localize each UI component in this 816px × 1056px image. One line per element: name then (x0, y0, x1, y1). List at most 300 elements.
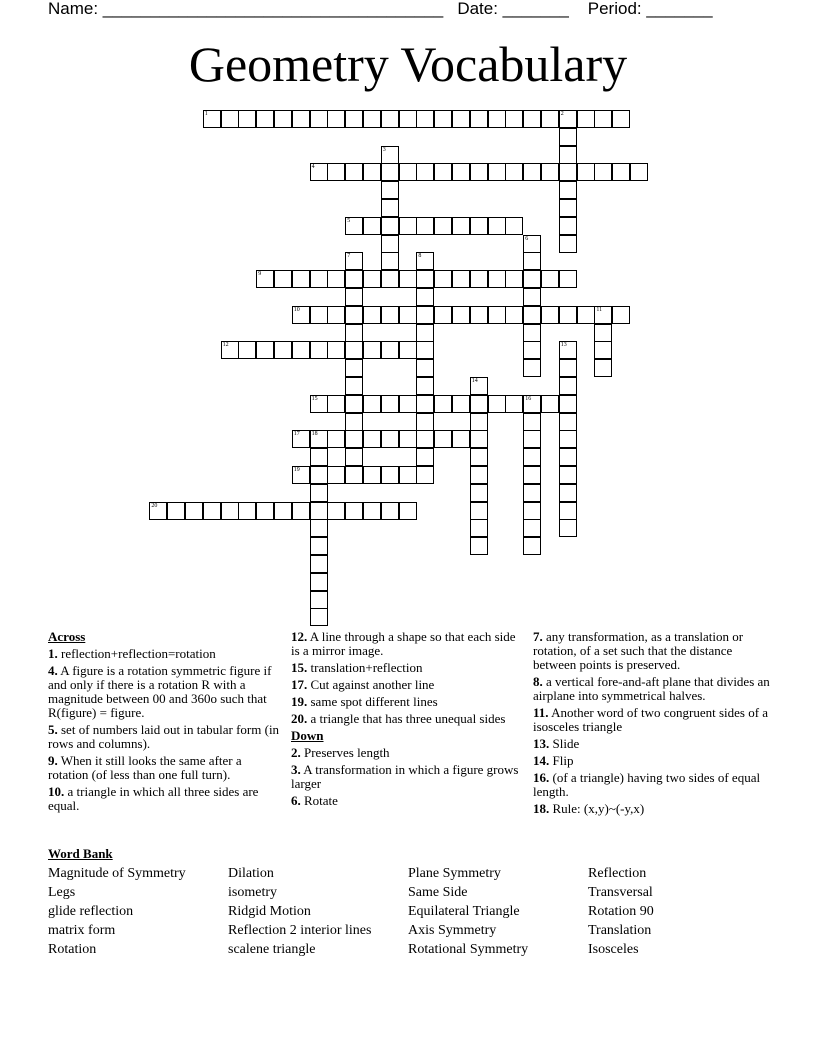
word-bank-entry: Transversal (588, 885, 653, 900)
crossword-cell[interactable] (470, 395, 488, 413)
clue-item (533, 706, 773, 734)
crossword-cell[interactable] (221, 502, 239, 520)
word-bank-title: Word Bank (48, 846, 113, 861)
clue-number-label: 11. (533, 705, 549, 720)
clue-number-label: 18. (533, 801, 550, 816)
clue-item (291, 678, 523, 692)
crossword-cell[interactable] (327, 502, 345, 520)
crossword-cell[interactable] (559, 306, 577, 324)
crossword-cell[interactable] (434, 430, 452, 448)
crossword-cell[interactable] (292, 110, 310, 128)
crossword-cell[interactable] (452, 163, 470, 181)
crossword-cell[interactable] (363, 341, 381, 359)
crossword-cell[interactable] (523, 430, 541, 448)
crossword-cell[interactable] (416, 252, 434, 270)
crossword-cell[interactable] (381, 146, 399, 164)
crossword-cell[interactable] (470, 519, 488, 537)
crossword-cell[interactable] (274, 110, 292, 128)
clue-text: set of numbers laid out in tabular form (in rows and columns). (48, 722, 280, 751)
crossword-cell[interactable] (256, 341, 274, 359)
crossword-cell[interactable] (416, 430, 434, 448)
clues-column-1 (48, 630, 280, 816)
crossword-cell[interactable] (345, 324, 363, 342)
crossword-cell[interactable] (416, 341, 434, 359)
crossword-cell[interactable] (345, 288, 363, 306)
crossword-cell[interactable] (488, 306, 506, 324)
crossword-cell[interactable] (523, 110, 541, 128)
crossword-cell[interactable] (292, 341, 310, 359)
crossword-cell[interactable] (559, 128, 577, 146)
word-bank-entry: Plane Symmetry (408, 866, 501, 881)
clue-number-label: 15. (291, 660, 308, 675)
crossword-cell[interactable] (399, 110, 417, 128)
crossword-cell[interactable] (238, 502, 256, 520)
crossword-cell[interactable] (559, 466, 577, 484)
crossword-cell[interactable] (523, 306, 541, 324)
clue-item (48, 785, 280, 813)
crossword-cell[interactable] (310, 163, 328, 181)
crossword-cell[interactable] (310, 537, 328, 555)
clue-number: 12 (222, 342, 229, 349)
clue-text: Flip (549, 753, 574, 768)
crossword-cell[interactable] (523, 413, 541, 431)
crossword-cell[interactable] (541, 163, 559, 181)
crossword-cell[interactable] (470, 466, 488, 484)
crossword-cell[interactable] (363, 163, 381, 181)
crossword-cell[interactable] (185, 502, 203, 520)
crossword-cell[interactable] (149, 502, 167, 520)
clue-item (48, 723, 280, 751)
crossword-cell[interactable] (594, 306, 612, 324)
crossword-cell[interactable] (612, 163, 630, 181)
crossword-cell[interactable] (381, 235, 399, 253)
clue-number: 20 (151, 502, 158, 509)
crossword-cell[interactable] (470, 484, 488, 502)
crossword-cell[interactable] (381, 502, 399, 520)
crossword-cell[interactable] (416, 413, 434, 431)
clue-number: 2 (560, 111, 564, 117)
crossword-cell[interactable] (399, 217, 417, 235)
word-bank-entry: Equilateral Triangle (408, 904, 520, 919)
crossword-cell[interactable] (345, 359, 363, 377)
crossword-cell[interactable] (363, 270, 381, 288)
crossword-cell[interactable] (452, 217, 470, 235)
crossword-cell[interactable] (381, 270, 399, 288)
crossword-cell[interactable] (399, 163, 417, 181)
crossword-cell[interactable] (505, 270, 523, 288)
crossword-cell[interactable] (292, 430, 310, 448)
crossword-cell[interactable] (292, 270, 310, 288)
crossword-cell[interactable] (327, 466, 345, 484)
clue-item (533, 802, 773, 816)
crossword-cell[interactable] (381, 430, 399, 448)
crossword-cell[interactable] (541, 306, 559, 324)
crossword-cell[interactable] (559, 110, 577, 128)
clue-number-label: 2. (291, 745, 301, 760)
crossword-cell[interactable] (345, 306, 363, 324)
across-heading: Across (48, 629, 86, 644)
crossword-cell[interactable] (559, 217, 577, 235)
crossword-cell[interactable] (559, 430, 577, 448)
crossword-cell[interactable] (274, 341, 292, 359)
word-bank-entry: Translation (588, 923, 652, 938)
crossword-cell[interactable] (416, 359, 434, 377)
crossword-cell[interactable] (363, 502, 381, 520)
crossword-cell[interactable] (310, 395, 328, 413)
crossword-cell[interactable] (523, 288, 541, 306)
crossword-cell[interactable] (470, 217, 488, 235)
clue-item (48, 754, 280, 782)
crossword-cell[interactable] (399, 306, 417, 324)
crossword-cell[interactable] (488, 110, 506, 128)
clue-number: 19 (293, 467, 300, 473)
clue-item (291, 712, 523, 726)
clue-number-label: 4. (48, 663, 58, 678)
crossword-cell[interactable] (310, 484, 328, 502)
crossword-cell[interactable] (452, 306, 470, 324)
clue-text: reflection+reflection=rotation (57, 646, 216, 661)
clue-number-label: 1. (48, 646, 58, 661)
crossword-cell[interactable] (399, 430, 417, 448)
crossword-cell[interactable] (470, 377, 488, 395)
student-info-line: Name: ____________________________________ Date: _______ Period: _______ (48, 0, 713, 18)
crossword-cell[interactable] (363, 395, 381, 413)
crossword-cell[interactable] (523, 359, 541, 377)
crossword-cell[interactable] (559, 270, 577, 288)
clue-item (291, 661, 523, 675)
crossword-cell[interactable] (488, 163, 506, 181)
clue-number: 10 (293, 306, 300, 313)
crossword-cell[interactable] (434, 110, 452, 128)
clue-number-label: 6. (291, 793, 301, 808)
crossword-cell[interactable] (381, 199, 399, 217)
crossword-cell[interactable] (310, 519, 328, 537)
crossword-cell[interactable] (559, 341, 577, 359)
crossword-cell[interactable] (345, 341, 363, 359)
crossword-cell[interactable] (559, 181, 577, 199)
clue-item (533, 737, 773, 751)
crossword-cell[interactable] (345, 502, 363, 520)
crossword-cell[interactable] (630, 163, 648, 181)
crossword-cell[interactable] (310, 555, 328, 573)
clue-item (533, 771, 773, 799)
clue-item (48, 664, 280, 720)
crossword-cell[interactable] (381, 217, 399, 235)
crossword-cell[interactable] (559, 413, 577, 431)
crossword-cell[interactable] (256, 110, 274, 128)
crossword-cell[interactable] (345, 252, 363, 270)
crossword-cell[interactable] (238, 110, 256, 128)
clue-item (48, 647, 280, 661)
crossword-cell[interactable] (541, 270, 559, 288)
crossword-cell[interactable] (327, 163, 345, 181)
clue-number: 6 (525, 235, 529, 242)
crossword-cell[interactable] (470, 413, 488, 431)
crossword-cell[interactable] (523, 519, 541, 537)
word-bank-entry: Rotational Symmetry (408, 942, 529, 957)
clue-item (533, 754, 773, 768)
crossword-cell[interactable] (381, 306, 399, 324)
crossword-cell[interactable] (345, 110, 363, 128)
crossword-cell[interactable] (381, 110, 399, 128)
clue-item (533, 630, 773, 672)
page-title: Geometry Vocabulary (188, 36, 628, 92)
word-bank-column-2 (228, 864, 371, 959)
crossword-cell[interactable] (292, 306, 310, 324)
crossword-cell[interactable] (434, 395, 452, 413)
crossword-cell[interactable] (505, 110, 523, 128)
crossword-cell[interactable] (221, 341, 239, 359)
crossword-cell[interactable] (381, 341, 399, 359)
crossword-cell[interactable] (488, 270, 506, 288)
clue-item (533, 675, 773, 703)
crossword-cell[interactable] (292, 466, 310, 484)
word-bank-entry: isometry (228, 885, 277, 900)
crossword-cell[interactable] (523, 270, 541, 288)
crossword-cell[interactable] (399, 395, 417, 413)
crossword-cell[interactable] (612, 306, 630, 324)
crossword-cell[interactable] (363, 217, 381, 235)
crossword-cell[interactable] (381, 252, 399, 270)
crossword-cell[interactable] (559, 395, 577, 413)
crossword-cell[interactable] (559, 235, 577, 253)
crossword-cell[interactable] (310, 270, 328, 288)
word-bank-column-4 (588, 864, 654, 959)
crossword-cell[interactable] (559, 199, 577, 217)
crossword-cell[interactable] (434, 217, 452, 235)
crossword-cell[interactable] (416, 377, 434, 395)
word-bank-entry: scalene triangle (228, 942, 316, 957)
crossword-cell[interactable] (452, 110, 470, 128)
crossword-cell[interactable] (327, 110, 345, 128)
crossword-cell[interactable] (470, 163, 488, 181)
clue-number-label: 19. (291, 694, 308, 709)
crossword-cell[interactable] (381, 466, 399, 484)
crossword-cell[interactable] (577, 306, 595, 324)
crossword-cell[interactable] (363, 430, 381, 448)
clue-text: a triangle that has three unequal sides (307, 711, 506, 726)
clue-number: 4 (311, 164, 315, 171)
crossword-cell[interactable] (470, 430, 488, 448)
clue-number-label: 7. (533, 629, 543, 644)
clue-number: 14 (471, 378, 478, 384)
crossword-cell[interactable] (559, 146, 577, 164)
crossword-cell[interactable] (470, 502, 488, 520)
crossword-cell[interactable] (363, 306, 381, 324)
clue-number-label: 10. (48, 784, 65, 799)
crossword-cell[interactable] (310, 110, 328, 128)
crossword-cell[interactable] (523, 484, 541, 502)
crossword-cell[interactable] (505, 217, 523, 235)
crossword-cell[interactable] (612, 110, 630, 128)
crossword-cell[interactable] (523, 448, 541, 466)
clue-text: A transformation in which a figure grows larger (291, 762, 519, 791)
clue-text: Rule: (x,y)~(-y,x) (549, 801, 645, 816)
crossword-cell[interactable] (523, 466, 541, 484)
crossword-cell[interactable] (345, 163, 363, 181)
crossword-cell[interactable] (523, 395, 541, 413)
clue-text: Cut against another line (307, 677, 435, 692)
crossword-cell[interactable] (470, 270, 488, 288)
crossword-cell[interactable] (399, 502, 417, 520)
word-bank-entry: Axis Symmetry (408, 923, 497, 938)
clue-text: Rotate (300, 793, 338, 808)
word-bank-entry: Same Side (408, 885, 468, 900)
crossword-cell[interactable] (594, 324, 612, 342)
crossword-cell[interactable] (470, 306, 488, 324)
crossword-cell[interactable] (327, 270, 345, 288)
crossword-cell[interactable] (416, 110, 434, 128)
crossword-cell[interactable] (523, 235, 541, 253)
crossword-cell[interactable] (452, 430, 470, 448)
crossword-cell[interactable] (167, 502, 185, 520)
crossword-cell[interactable] (523, 341, 541, 359)
clue-item (291, 746, 523, 760)
crossword-cell[interactable] (577, 110, 595, 128)
crossword-cell[interactable] (345, 270, 363, 288)
crossword-cell[interactable] (452, 395, 470, 413)
crossword-cell[interactable] (345, 413, 363, 431)
crossword-cell[interactable] (559, 519, 577, 537)
crossword-cell[interactable] (310, 573, 328, 591)
crossword-cell[interactable] (523, 537, 541, 555)
clue-number: 3 (382, 146, 386, 153)
crossword-cell[interactable] (345, 466, 363, 484)
crossword-cell[interactable] (488, 395, 506, 413)
crossword-cell[interactable] (416, 217, 434, 235)
clue-number-label: 16. (533, 770, 550, 785)
crossword-cell[interactable] (310, 430, 328, 448)
crossword-cell[interactable] (310, 341, 328, 359)
crossword-cell[interactable] (434, 306, 452, 324)
crossword-cell[interactable] (594, 341, 612, 359)
crossword-cell[interactable] (416, 466, 434, 484)
crossword-cell[interactable] (470, 537, 488, 555)
crossword-cell[interactable] (541, 395, 559, 413)
crossword-cell[interactable] (310, 608, 328, 626)
clue-number: 15 (311, 395, 318, 402)
crossword-cell[interactable] (310, 306, 328, 324)
crossword-cell[interactable] (310, 448, 328, 466)
clue-number: 16 (525, 395, 532, 402)
clue-text: translation+reflection (307, 660, 423, 675)
crossword-cell[interactable] (505, 306, 523, 324)
crossword-cell[interactable] (256, 270, 274, 288)
crossword-cell[interactable] (363, 466, 381, 484)
crossword-cell[interactable] (203, 502, 221, 520)
crossword-cell[interactable] (523, 502, 541, 520)
clue-text: Another word of two congruent sides of a isosceles triangle (533, 705, 769, 734)
crossword-cell[interactable] (505, 163, 523, 181)
crossword-cell[interactable] (594, 163, 612, 181)
crossword-cell[interactable] (523, 324, 541, 342)
down-heading: Down (291, 728, 324, 743)
crossword-cell[interactable] (238, 341, 256, 359)
crossword-cell[interactable] (416, 288, 434, 306)
crossword-cell[interactable] (274, 502, 292, 520)
crossword-cell[interactable] (559, 163, 577, 181)
clue-text: When it still looks the same after a rotation (of less than one full turn). (48, 753, 242, 782)
crossword-cell[interactable] (399, 341, 417, 359)
word-bank-entry: Rotation 90 (588, 904, 654, 919)
word-bank-column-1 (48, 864, 186, 959)
crossword-cell[interactable] (488, 217, 506, 235)
crossword-cell[interactable] (594, 110, 612, 128)
crossword-cell[interactable] (523, 252, 541, 270)
crossword-cell[interactable] (416, 306, 434, 324)
crossword-cell[interactable] (452, 270, 470, 288)
clue-text: A figure is a rotation symmetric figure if and only if there is a rotation R with a magnitude between 00 and 360o such that R(figure) = figure. (48, 663, 272, 720)
crossword-cell[interactable] (381, 395, 399, 413)
crossword-cell[interactable] (434, 270, 452, 288)
crossword-cell[interactable] (327, 430, 345, 448)
crossword-cell[interactable] (345, 448, 363, 466)
crossword-cell[interactable] (327, 341, 345, 359)
crossword-cell[interactable] (310, 502, 328, 520)
clues-column-2 (291, 630, 523, 811)
crossword-cell[interactable] (345, 377, 363, 395)
crossword-cell[interactable] (203, 110, 221, 128)
crossword-cell[interactable] (416, 270, 434, 288)
word-bank-entry: Legs (48, 885, 76, 900)
crossword-cell[interactable] (594, 359, 612, 377)
crossword-cell[interactable] (399, 270, 417, 288)
crossword-cell[interactable] (559, 502, 577, 520)
clue-number-label: 3. (291, 762, 301, 777)
clue-text: A line through a shape so that each side is a mirror image. (291, 629, 516, 658)
clue-item (291, 695, 523, 709)
crossword-cell[interactable] (577, 163, 595, 181)
crossword-cell[interactable] (470, 448, 488, 466)
crossword-cell[interactable] (416, 448, 434, 466)
crossword-cell[interactable] (381, 181, 399, 199)
clue-number-label: 13. (533, 736, 550, 751)
crossword-cell[interactable] (470, 110, 488, 128)
crossword-cell[interactable] (416, 395, 434, 413)
crossword-cell[interactable] (363, 110, 381, 128)
crossword-cell[interactable] (559, 448, 577, 466)
crossword-cell[interactable] (310, 466, 328, 484)
clue-number-label: 17. (291, 677, 308, 692)
crossword-cell[interactable] (523, 163, 541, 181)
crossword-cell[interactable] (381, 163, 399, 181)
crossword-cell[interactable] (399, 466, 417, 484)
crossword-cell[interactable] (505, 395, 523, 413)
crossword-cell[interactable] (221, 110, 239, 128)
clue-number: 5 (347, 217, 351, 224)
clue-number: 17 (293, 431, 300, 438)
crossword-cell[interactable] (541, 110, 559, 128)
crossword-cell[interactable] (292, 502, 310, 520)
crossword-cell[interactable] (327, 395, 345, 413)
crossword-cell[interactable] (345, 217, 363, 235)
word-bank-entry: Isosceles (588, 942, 639, 957)
crossword-cell[interactable] (345, 395, 363, 413)
clue-number: 11 (596, 306, 603, 313)
crossword-cell[interactable] (327, 306, 345, 324)
crossword-cell[interactable] (274, 270, 292, 288)
crossword-cell[interactable] (559, 484, 577, 502)
crossword-cell[interactable] (416, 163, 434, 181)
crossword-cell[interactable] (310, 591, 328, 609)
clue-text: Slide (549, 736, 580, 751)
crossword-cell[interactable] (345, 430, 363, 448)
crossword-cell[interactable] (559, 359, 577, 377)
crossword-cell[interactable] (559, 377, 577, 395)
crossword-cell[interactable] (434, 163, 452, 181)
crossword-cell[interactable] (416, 324, 434, 342)
crossword-cell[interactable] (256, 502, 274, 520)
